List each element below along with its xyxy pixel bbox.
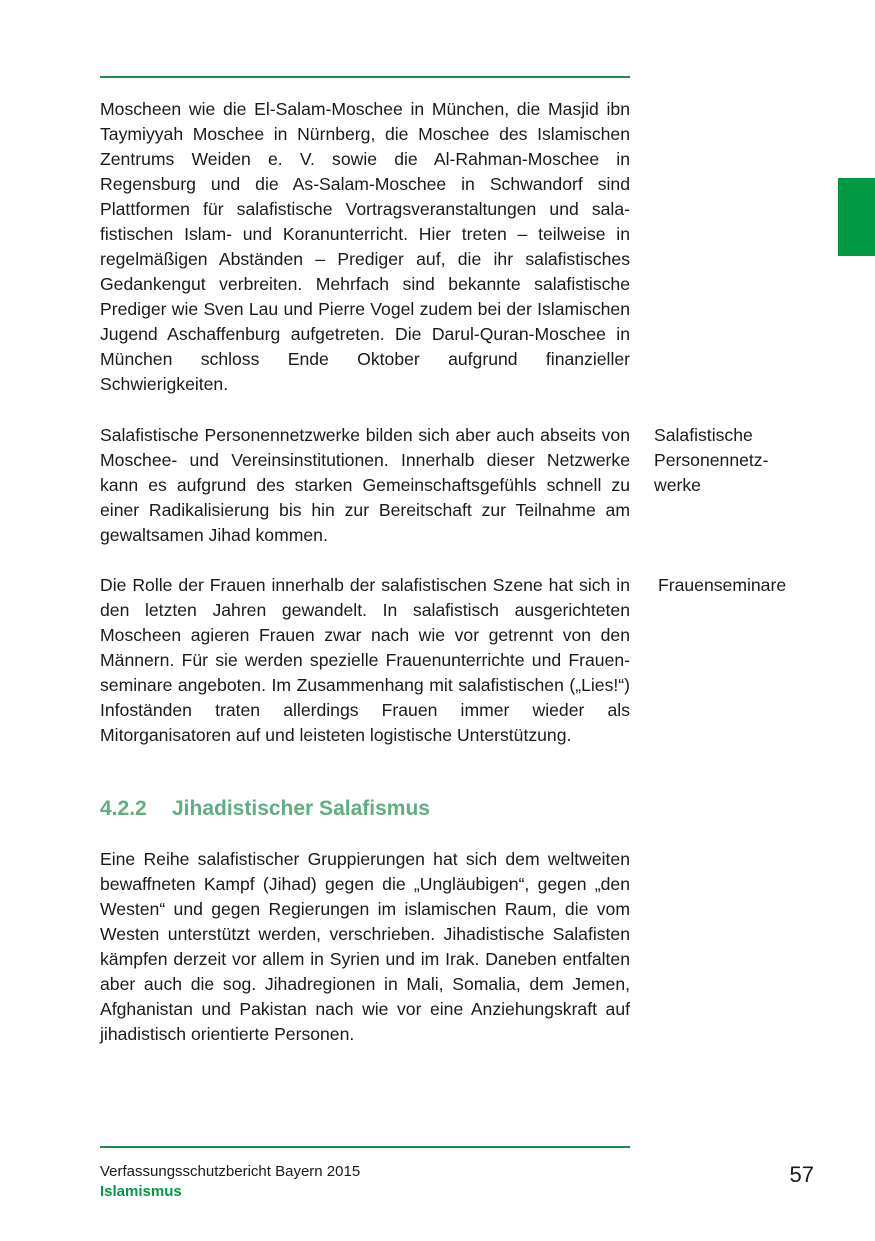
margin-note-personennetzwerke: Salafistische Personennetzwerke: [654, 425, 769, 495]
paragraph-personennetzwerke: Salafistische Personennetzwerke bilden sich aber auch abseits von Moschee- und Vereinsinstitutionen. Innerhalb dieser Netzwerke kann es aufgrund des starken Gemeinschaftsgefühls schnell zu einer Radikalisierung bis hin zur Bereitschaft zur Teilnahme am gewaltsamen Jihad kommen.: [100, 425, 630, 545]
footer-title: Verfassungsschutzbericht Bayern 2015: [100, 1163, 361, 1180]
paragraph-moscheen: Moscheen wie die El-Salam-Moschee in München, die Masjid ibn Taymiyyah Moschee in Nürnberg, die Moschee des Islamischen Zentrums Weiden e. V. sowie die Al-Rahman-Moschee in Regensburg und die As-Salam-Moschee in Schwandorf sind Plattformen für salafistische Vortragsveranstaltungen und salafistischen Islam- und Koranunterricht. Hier treten – teilweise in regelmäßigen Abständen – Prediger auf, die ihr salafistisches Gedankengut verbreiten. Mehrfach sind bekannte salafistische Prediger wie Sven Lau und Pierre Vogel zudem bei der Islamischen Jugend Aschaffenburg aufgetreten. Die Darul-Quran-Moschee in München schloss Ende Oktober aufgrund finanzieller Schwierigkeiten.: [100, 99, 630, 394]
section-heading: [100, 794, 630, 824]
top-rule: [100, 76, 630, 78]
bottom-rule: [100, 1146, 630, 1148]
page-number: 57: [789, 1162, 814, 1187]
paragraph-frauen: Die Rolle der Frauen innerhalb der salafistischen Szene hat sich in den letzten Jahren gewandelt. In salafistisch ausgerichteten Moscheen agieren Frauen zwar nach wie vor getrennt von den Männern. Für sie werden spezielle Frauenunterrichte und Frauenseminare angeboten. Im Zusammenhang mit salafistischen („Lies!“) Infoständen traten allerdings Frauen immer wieder als Mitorganisatoren auf und leisteten logistische Unterstützung.: [100, 575, 630, 745]
section-number: 4.2.2: [100, 797, 147, 820]
chapter-tab-marker: [838, 178, 875, 256]
margin-note-frauenseminare: Frauenseminare: [658, 575, 787, 595]
footer-section: Islamismus: [100, 1183, 182, 1200]
paragraph-jihadismus: Eine Reihe salafistischer Gruppierungen hat sich dem weltweiten bewaffneten Kampf (Jihad) gegen die „Ungläubigen“, gegen „den Westen“ und gegen Regierungen im islamischen Raum, die vom Westen unterstützt werden, verschrieben. Jihadistische Salafisten kämpfen derzeit vor allem in Syrien und im Irak. Daneben entfalten aber auch die sog. Jihadregionen in Mali, Somalia, dem Jemen, Afghanistan und Pakistan nach wie vor eine Anziehungskraft auf jihadistisch orientierte Personen.: [100, 849, 630, 1044]
section-title: Jihadistischer Salafismus: [172, 797, 430, 820]
